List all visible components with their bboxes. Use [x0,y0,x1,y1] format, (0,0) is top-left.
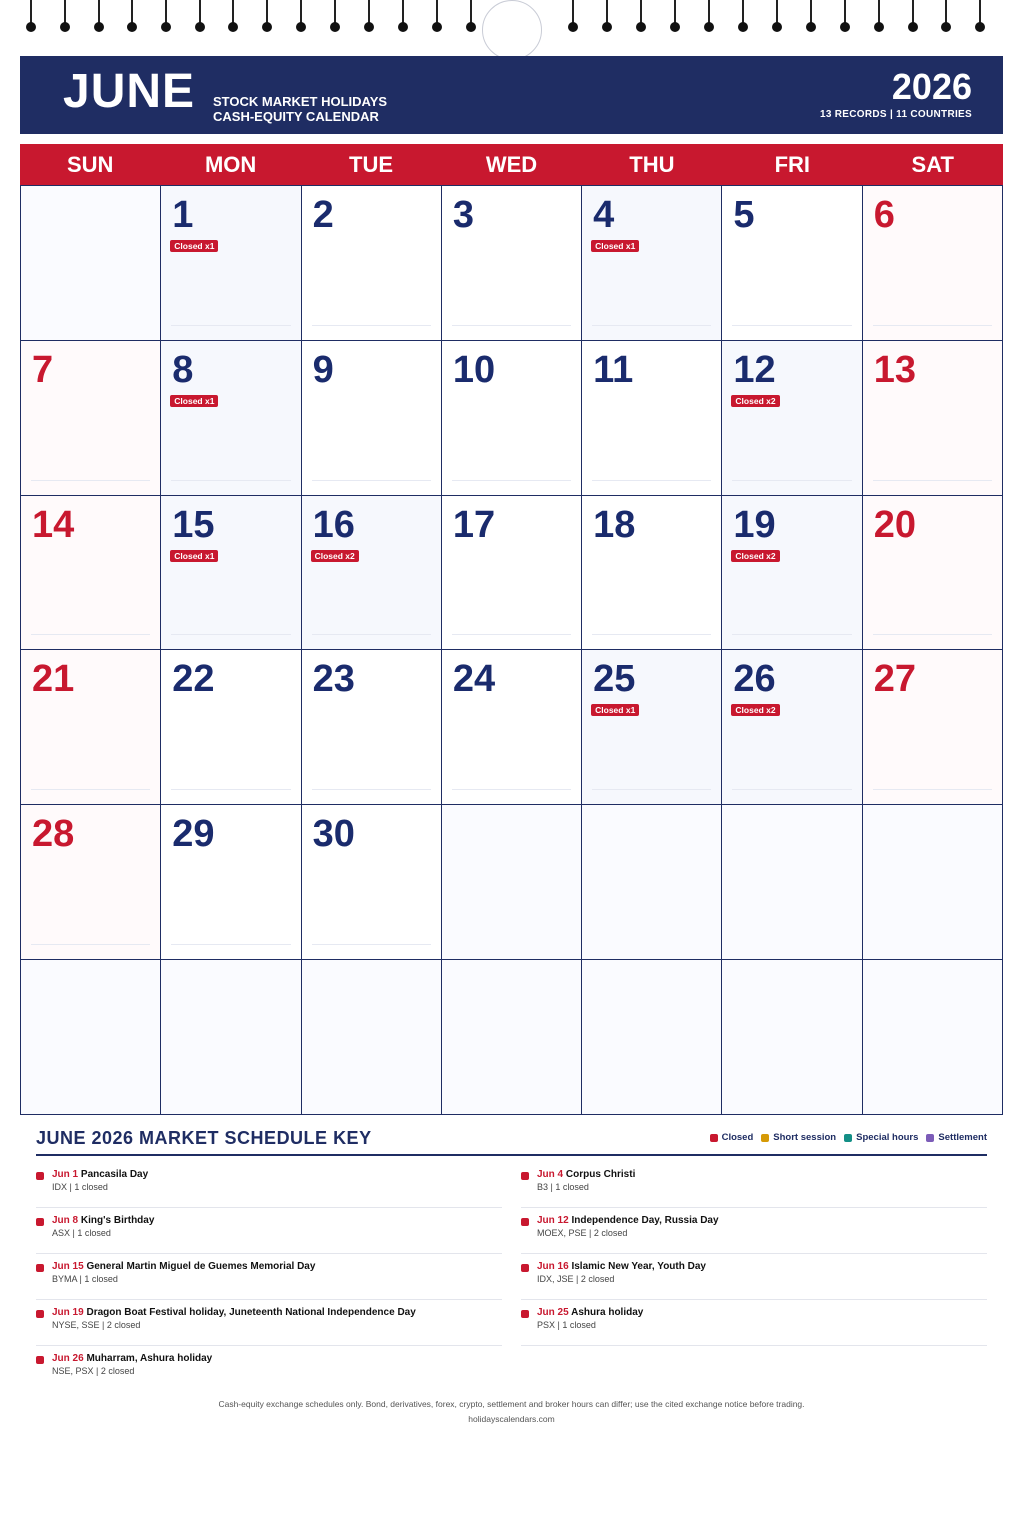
closed-marker [521,1264,529,1272]
day-number: 8 [172,348,194,391]
closed-marker [36,1356,44,1364]
day-cell [302,805,442,960]
holiday-exchanges: BYMA | 1 closed [52,1274,118,1284]
subtitle-line-1: STOCK MARKET HOLIDAYS [213,94,388,109]
closed-marker [36,1172,44,1180]
holiday-name: King's Birthday [80,1215,155,1226]
day-cell [442,496,582,651]
cell-rule [732,480,851,481]
empty-cell [722,805,862,960]
holiday-exchanges: NYSE, SSE | 2 closed [52,1320,141,1330]
binding-ring [572,0,574,28]
binding-ring [979,0,981,28]
weekday-sat: SAT [911,152,954,177]
holiday-date: Jun 26 [52,1353,84,1364]
day-number: 18 [593,503,636,546]
day-cell [302,496,442,651]
day-cell [442,186,582,341]
holiday-entry [521,1208,987,1254]
cell-rule [312,325,431,326]
empty-cell [21,186,161,341]
binding-ring [844,0,846,28]
legend-label: Special hours [856,1132,919,1143]
cell-rule [31,944,150,945]
cell-rule [592,480,711,481]
month-title: JUNE [63,65,196,118]
holiday-title [537,1214,987,1227]
cell-rule [312,944,431,945]
empty-cell [582,805,722,960]
day-cell [21,805,161,960]
day-number: 15 [172,503,215,546]
legend-label: Settlement [938,1132,987,1143]
weekday-header-row [20,144,1003,186]
closed-badge: Closed x1 [170,550,218,562]
day-number: 27 [873,658,916,701]
holiday-exchanges: PSX | 1 closed [537,1320,596,1330]
day-cell [161,186,301,341]
day-number: 22 [172,658,215,701]
cell-rule [592,325,711,326]
legend-item [926,1132,987,1143]
holiday-name: Independence Day, Russia Day [571,1215,719,1226]
cell-rule [873,325,992,326]
binding-ring [912,0,914,28]
cell-rule [171,789,290,790]
cell-rule [452,480,571,481]
cell-rule [452,325,571,326]
holiday-exchanges: NSE, PSX | 2 closed [52,1366,135,1376]
legend-item [761,1132,836,1143]
day-cell [161,496,301,651]
binding-ring [199,0,201,28]
holiday-entry [36,1208,502,1254]
cell-rule [732,634,851,635]
cell-rule [732,325,851,326]
day-number: 28 [32,813,75,856]
legend-item [844,1132,918,1143]
empty-cell [863,805,1003,960]
day-cell [722,496,862,651]
holiday-exchanges: IDX, JSE | 2 closed [537,1274,615,1284]
empty-cell [582,960,722,1115]
day-cell [302,186,442,341]
day-number: 19 [733,503,776,546]
binding-ring [266,0,268,28]
day-cell [582,186,722,341]
holiday-name: Corpus Christi [565,1169,636,1180]
holiday-date: Jun 4 [537,1169,564,1180]
empty-cell [442,805,582,960]
day-cell [722,650,862,805]
holiday-entry [36,1162,502,1208]
holiday-name: Ashura holiday [571,1307,644,1318]
weekday-tue: TUE [349,152,394,177]
day-number: 6 [873,194,895,236]
records-summary: 13 RECORDS | 11 COUNTRIES [819,109,972,120]
binding-ring [436,0,438,28]
cell-rule [452,789,571,790]
binding-ring [368,0,370,28]
closed-marker [521,1310,529,1318]
day-number: 10 [452,348,496,391]
day-cell [863,650,1003,805]
footer-note: Cash-equity exchange schedules only. Bond, derivatives, forex, crypto, settlement and broker hours can differ; use the cited exchange notice before trading. [218,1399,805,1409]
binding-ring [470,0,472,28]
closed-badge: Closed x1 [170,240,218,252]
holiday-name: Pancasila Day [80,1169,149,1180]
closed-badge: Closed x2 [731,550,779,562]
cell-rule [592,634,711,635]
cell-rule [312,480,431,481]
day-cell [863,186,1003,341]
holiday-title [52,1352,502,1365]
holiday-title [537,1168,987,1181]
holiday-title [52,1168,502,1181]
holiday-title [537,1306,987,1319]
day-number: 4 [593,194,615,236]
holiday-title [52,1260,502,1273]
binding-ring [606,0,608,28]
holiday-entry [521,1162,987,1208]
empty-cell [863,960,1003,1115]
cell-rule [171,634,290,635]
closed-badge: Closed x1 [591,240,639,252]
weekday-thu: THU [629,152,675,177]
holiday-title [52,1214,502,1227]
closed-badge: Closed x1 [591,704,639,716]
cell-rule [171,480,290,481]
footer-site: holidayscalendars.com [468,1414,555,1424]
day-number: 1 [172,194,194,236]
header-subtitle [213,94,387,124]
binding-ring [64,0,66,28]
holiday-exchanges: IDX | 1 closed [52,1182,108,1192]
binding-ring [300,0,302,28]
holiday-date: Jun 25 [537,1307,569,1318]
holiday-entry [521,1300,987,1346]
holiday-entry [521,1254,987,1300]
binding-ring [165,0,167,28]
subtitle-line-2: CASH-EQUITY CALENDAR [213,109,379,124]
holiday-title [52,1306,502,1319]
status-legend [710,1132,987,1143]
holiday-list [36,1162,987,1392]
cell-rule [452,634,571,635]
legend-swatch [710,1134,718,1142]
binding-ring [402,0,404,28]
binding-ring [945,0,947,28]
day-number: 24 [452,658,496,701]
holiday-date: Jun 16 [537,1261,569,1272]
day-number: 26 [733,658,776,701]
day-cell [21,650,161,805]
legend-swatch [761,1134,769,1142]
cell-rule [873,789,992,790]
day-cell [161,650,301,805]
day-cell [302,341,442,496]
day-cell [442,341,582,496]
binding-ring [131,0,133,28]
month-grid [20,185,1003,1115]
weekday-fri: FRI [774,152,811,177]
year-title: 2026 [891,66,972,107]
cell-rule [171,944,290,945]
holiday-entry [36,1254,502,1300]
day-cell [161,341,301,496]
empty-cell [21,960,161,1115]
day-cell [21,341,161,496]
binding-ring [334,0,336,28]
day-number: 14 [32,503,75,546]
holiday-date: Jun 8 [52,1215,79,1226]
day-number: 25 [593,658,636,701]
weekday-wed: WED [485,152,538,177]
holiday-exchanges: B3 | 1 closed [537,1182,589,1192]
holiday-entry [36,1300,502,1346]
binding-ring [776,0,778,28]
day-cell [582,341,722,496]
cell-rule [31,789,150,790]
holiday-title [537,1260,987,1273]
holiday-name: Islamic New Year, Youth Day [571,1261,706,1272]
closed-badge: Closed x2 [731,395,779,407]
legend-swatch [926,1134,934,1142]
binding-ring [810,0,812,28]
cell-rule [732,789,851,790]
binding-ring [98,0,100,28]
holiday-date: Jun 15 [52,1261,84,1272]
empty-cell [442,960,582,1115]
holiday-exchanges: ASX | 1 closed [52,1228,111,1238]
key-title: JUNE 2026 MARKET SCHEDULE KEY [36,1128,372,1148]
day-number: 30 [312,813,355,856]
day-cell [442,650,582,805]
day-cell [722,341,862,496]
hanger-hole [482,0,542,60]
cell-rule [312,789,431,790]
holiday-name: Muharram, Ashura holiday [86,1353,213,1364]
holiday-name: General Martin Miguel de Guemes Memorial Day [86,1261,316,1272]
legend-label: Closed [721,1132,754,1143]
empty-cell [161,960,301,1115]
day-number: 17 [452,503,496,546]
day-cell [863,341,1003,496]
empty-cell [722,960,862,1115]
binding-ring [232,0,234,28]
day-number: 13 [873,348,916,391]
cell-rule [873,480,992,481]
closed-marker [36,1218,44,1226]
day-number: 12 [733,348,776,391]
closed-badge: Closed x2 [731,704,779,716]
cell-rule [171,325,290,326]
day-cell [302,650,442,805]
day-number: 21 [32,658,75,701]
day-number: 11 [593,348,634,391]
binding-ring [742,0,744,28]
day-cell [863,496,1003,651]
day-number: 2 [312,194,334,236]
cell-rule [31,634,150,635]
cell-rule [312,634,431,635]
cell-rule [592,789,711,790]
holiday-date: Jun 19 [52,1307,84,1318]
holiday-date: Jun 1 [52,1169,79,1180]
closed-badge: Closed x1 [170,395,218,407]
day-cell [161,805,301,960]
closed-marker [36,1310,44,1318]
day-number: 23 [312,658,355,701]
day-cell [582,496,722,651]
weekday-sun: SUN [66,152,114,177]
legend-item [710,1132,754,1143]
binding-ring [30,0,32,28]
closed-marker [521,1218,529,1226]
closed-marker [521,1172,529,1180]
binding-ring [674,0,676,28]
binding-ring [878,0,880,28]
binding-ring [640,0,642,28]
day-number: 16 [312,503,355,546]
day-cell [722,186,862,341]
day-number: 20 [873,503,916,546]
day-number: 3 [452,194,474,236]
closed-marker [36,1264,44,1272]
holiday-date: Jun 12 [537,1215,569,1226]
holiday-entry [36,1346,502,1392]
cell-rule [873,634,992,635]
holiday-name: Dragon Boat Festival holiday, Juneteenth National Independence Day [86,1307,416,1318]
cell-rule [31,480,150,481]
legend-swatch [844,1134,852,1142]
day-number: 29 [172,813,215,856]
weekday-mon: MON [204,152,257,177]
calendar-header [20,56,1003,134]
empty-cell [302,960,442,1115]
binding-ring [708,0,710,28]
day-number: 9 [312,348,334,391]
day-number: 7 [32,348,54,391]
day-cell [582,650,722,805]
day-number: 5 [733,194,755,236]
key-divider [36,1154,987,1156]
day-cell [21,496,161,651]
closed-badge: Closed x2 [311,550,359,562]
legend-label: Short session [773,1132,837,1143]
holiday-exchanges: MOEX, PSE | 2 closed [537,1228,628,1238]
